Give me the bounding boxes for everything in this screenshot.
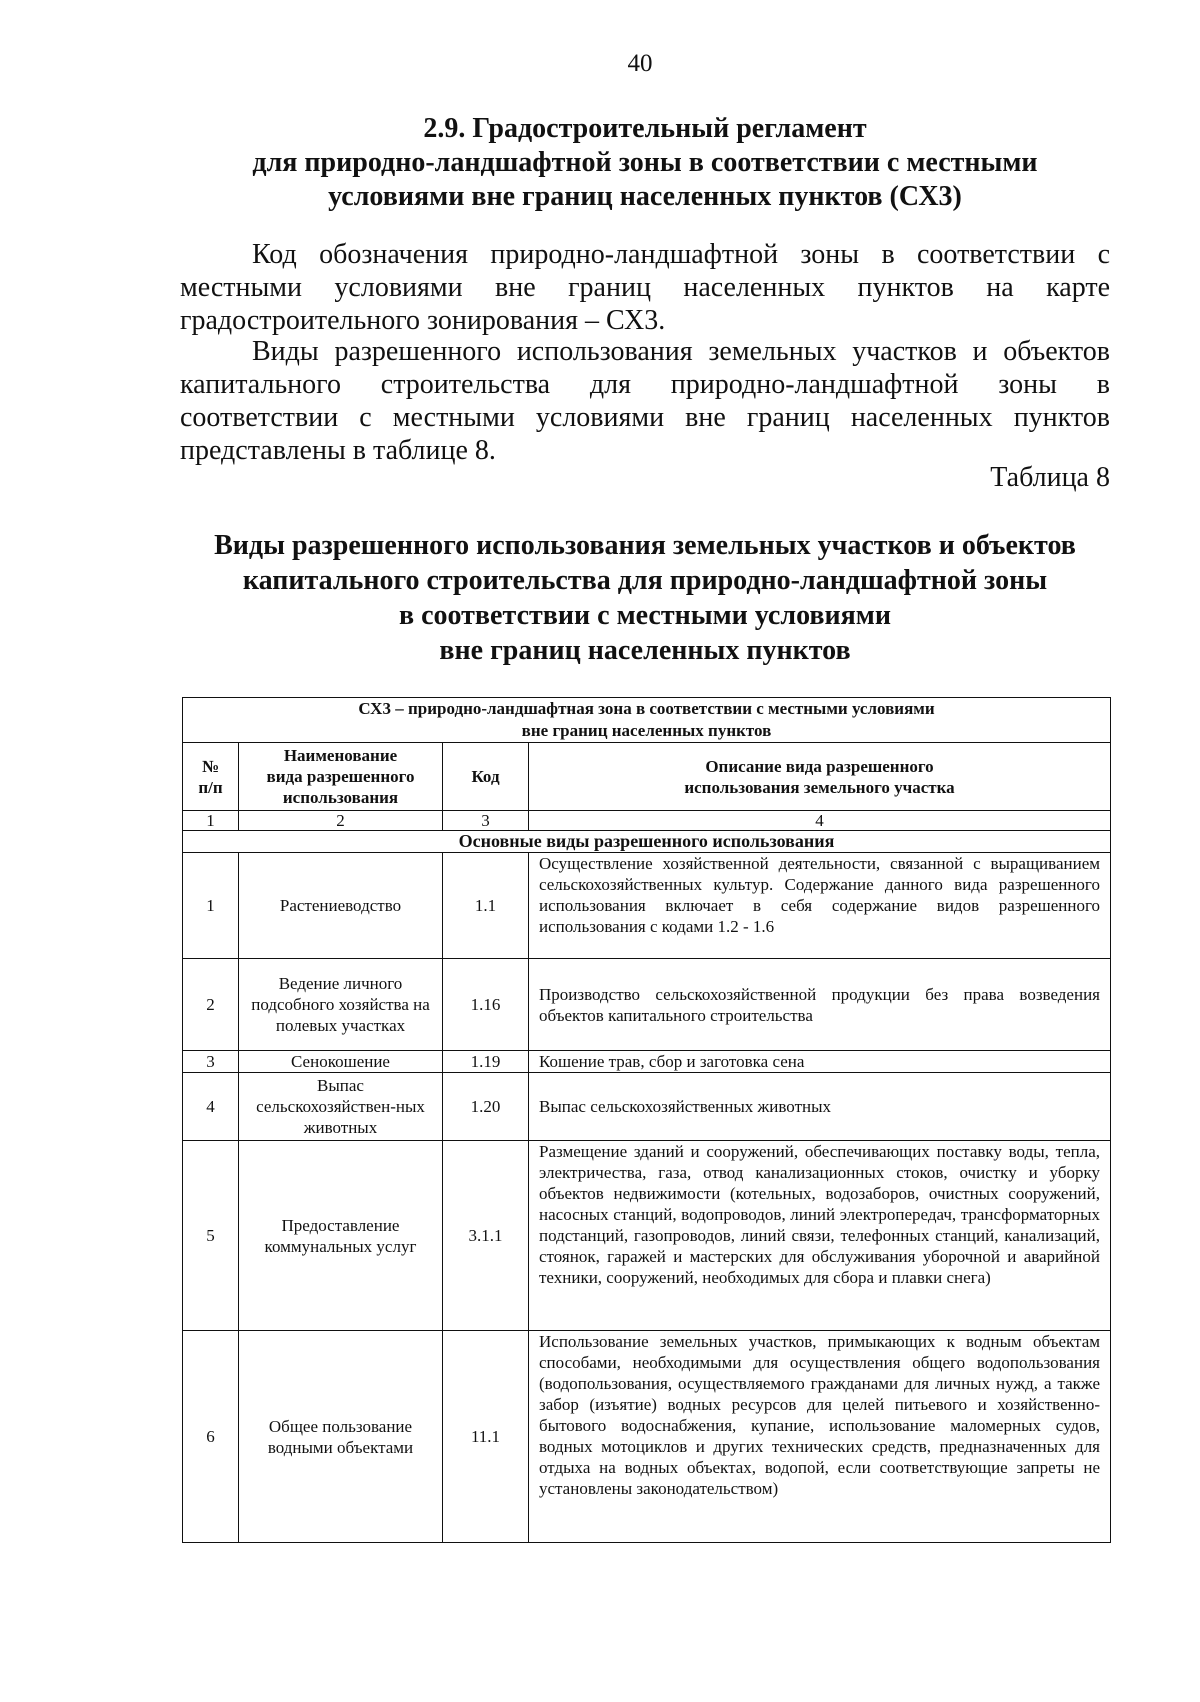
column-index: 1 <box>183 811 239 831</box>
row-code: 1.16 <box>443 959 529 1051</box>
section-title-line: 2.9. Градостроительный регламент <box>423 113 867 144</box>
row-description: Размещение зданий и сооружений, обеспечивающих поставку воды, тепла, электричества, газа, отвод канализационных стоков, очистку и уборку объектов недвижимости (котельных, водозаборов, очистных сооружений, насосных станций, водопроводов, линий электропередач, трансформаторных подстанций, газопроводов, линий связи, телефонных станций, канализаций, стоянок, гаражей и мастерских для обслуживания уборочной и аварийной техники, сооружений, необходимых для сбора и плавки снега) <box>529 1141 1111 1331</box>
column-index-row <box>183 811 1111 831</box>
row-code: 3.1.1 <box>443 1141 529 1331</box>
section-title <box>180 112 1110 214</box>
row-code: 1.20 <box>443 1073 529 1141</box>
table-title-line: вне границ населенных пунктов <box>439 635 851 666</box>
column-header-num <box>183 743 239 811</box>
paragraph-zone-code: Код обозначения природно-ландшафтной зоны в соответствии с местными условиями вне границ населенных пунктов на карте градостроительного зонирования – СХ3. <box>180 239 1110 336</box>
row-name: Общее пользование водными объектами <box>239 1331 443 1543</box>
column-header-name <box>239 743 443 811</box>
row-num: 2 <box>183 959 239 1051</box>
row-name: Предоставление коммунальных услуг <box>239 1141 443 1331</box>
row-name: Растениеводство <box>239 853 443 959</box>
row-num: 5 <box>183 1141 239 1331</box>
row-description: Производство сельскохозяйственной продукции без права возведения объектов капитального строительства <box>529 959 1111 1051</box>
table-title <box>180 528 1110 668</box>
paragraph-uses-reference: Виды разрешенного использования земельных участков и объектов капитального строительства для природно-ландшафтной зоны в соответствии с местными условиями вне границ населенных пунктов представлены в таблице 8. <box>180 336 1110 466</box>
header-text: использования <box>282 788 399 807</box>
column-header-row <box>183 743 1111 811</box>
header-text: Описание вида разрешенного <box>705 756 934 776</box>
group-header: Основные виды разрешенного использования <box>183 831 1111 853</box>
table-row <box>183 959 1111 1051</box>
row-num: 4 <box>183 1073 239 1141</box>
header-text: Наименование <box>283 746 398 765</box>
row-name: Ведение личного подсобного хозяйства на полевых участках <box>239 959 443 1051</box>
zone-header-line: СХ3 – природно-ландшафтная зона в соответствии с местными условиями <box>358 699 935 718</box>
row-description: Осуществление хозяйственной деятельности, связанной с выращиванием сельскохозяйственных культур. Содержание данного вида разрешенного использования включает в себя содержание видов разрешенного использования с кодами 1.2 - 1.6 <box>529 853 1111 959</box>
row-code: 1.1 <box>443 853 529 959</box>
table-title-line: капитального строительства для природно-ландшафтной зоны <box>242 565 1048 596</box>
table-row <box>183 1141 1111 1331</box>
header-text: вида разрешенного <box>266 767 415 786</box>
table-title-line: Виды разрешенного использования земельных участков и объектов <box>214 530 1076 561</box>
table-row <box>183 1331 1111 1543</box>
column-index: 3 <box>443 811 529 831</box>
group-header-row <box>183 831 1111 853</box>
table-row <box>183 1073 1111 1141</box>
zone-header-row <box>183 698 1111 743</box>
row-code: 1.19 <box>443 1051 529 1073</box>
row-description: Использование земельных участков, примыкающих к водным объектам способами, необходимыми для осуществления общего водопользования (водопользования, осуществляемого гражданами для личных нужд, а также забор (изъятие) водных ресурсов для целей питьевого и хозяйственно-бытового водоснабжения, купание, использование маломерных судов, водных мотоциклов и других технических средств, предназначенных для отдыха на водных объектах, водопой, если соответствующие запреты не установлены законодательством) <box>529 1331 1111 1543</box>
section-title-line: для природно-ландшафтной зоны в соответствии с местными <box>252 147 1038 178</box>
row-num: 6 <box>183 1331 239 1543</box>
header-text: п/п <box>198 777 223 797</box>
row-num: 3 <box>183 1051 239 1073</box>
column-index: 4 <box>529 811 1111 831</box>
row-description: Выпас сельскохозяйственных животных <box>529 1073 1111 1141</box>
section-title-line: условиями вне границ населенных пунктов (СХ3) <box>328 181 962 212</box>
row-description: Кошение трав, сбор и заготовка сена <box>529 1051 1111 1073</box>
column-header-code: Код <box>443 743 529 811</box>
table-label: Таблица 8 <box>990 462 1110 493</box>
row-name: Сенокошение <box>239 1051 443 1073</box>
zone-header-cell <box>183 698 1111 743</box>
column-index: 2 <box>239 811 443 831</box>
row-code: 11.1 <box>443 1331 529 1543</box>
page-number: 40 <box>627 50 653 77</box>
table-row <box>183 853 1111 959</box>
table-title-line: в соответствии с местными условиями <box>399 600 891 631</box>
table-row <box>183 1051 1111 1073</box>
header-text: использования земельного участка <box>684 777 955 797</box>
row-num: 1 <box>183 853 239 959</box>
row-name: Выпас сельскохозяйствен-ных животных <box>239 1073 443 1141</box>
zone-header-line: вне границ населенных пунктов <box>521 721 772 740</box>
header-text: № <box>201 756 220 776</box>
column-header-desc <box>529 743 1111 811</box>
uses-table <box>182 697 1111 1543</box>
